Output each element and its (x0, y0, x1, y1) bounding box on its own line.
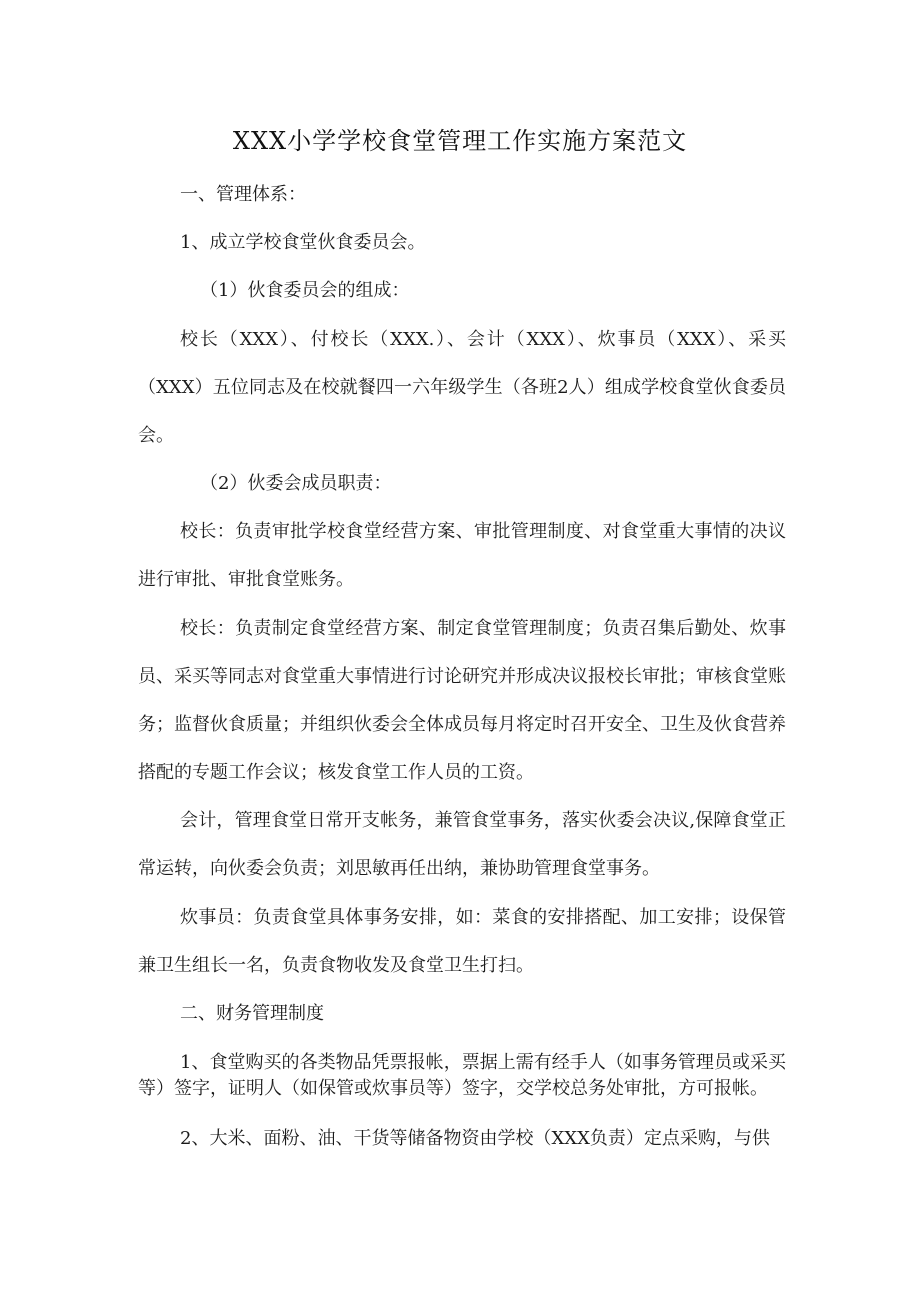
paragraph-vice-principal-duties: 校长：负责制定食堂经营方案、制定食堂管理制度；负责召集后勤处、炊事员、采买等同志对食堂重大事情进行讨论研究并形成决议报校长审批；审核食堂账务；监督伙食质量；并组织伙委会全体成员每月将定时召开安全、卫生及伙食营养搭配的专题工作会议；核发食堂工作人员的工资。 (138, 618, 786, 783)
document-title: XXX小学学校食堂管理工作实施方案范文 (232, 127, 688, 155)
paragraph-committee-members: 校长（XXX）、付校长（XXX.）、会计（XXX）、炊事员（XXX）、采买（XXX）五位同志及在校就餐四一六年级学生（各班2人）组成学校食堂伙食委员会。 (138, 329, 786, 446)
paragraph-principal-duties: 校长：负责审批学校食堂经营方案、审批管理制度、对食堂重大事情的决议进行审批、审批食堂账务。 (138, 521, 786, 590)
section-heading-financial-management: 二、财务管理制度 (180, 1003, 324, 1024)
section-heading-management-system: 一、管理体系： (180, 184, 306, 205)
paragraph-reimbursement-rule: 1、食堂购买的各类物品凭票报帐，票据上需有经手人（如事务管理员或采买等）签字，证明人（如保管或炊事员等）签字，交学校总务处审批，方可报帐。 (138, 1052, 786, 1099)
subitem-committee-composition: （1）伙食委员会的组成： (200, 280, 410, 301)
subitem-member-duties: （2）伙委会成员职责： (200, 473, 392, 494)
paragraph-cook-duties: 炊事员：负责食堂具体事务安排，如：菜食的安排搭配、加工安排；设保管兼卫生组长一名，负责食物收发及食堂卫生打扫。 (138, 907, 786, 976)
item-establish-committee: 1、成立学校食堂伙食委员会。 (180, 232, 426, 253)
paragraph-procurement-rule: 2、大米、面粉、油、干货等储备物资由学校（XXX负责）定点采购，与供 (180, 1128, 770, 1149)
paragraph-accountant-duties: 会计，管理食堂日常开支帐务，兼管食堂事务，落实伙委会决议,保障食堂正常运转，向伙委会负责；刘思敏再任出纳，兼协助管理食堂事务。 (138, 810, 786, 879)
